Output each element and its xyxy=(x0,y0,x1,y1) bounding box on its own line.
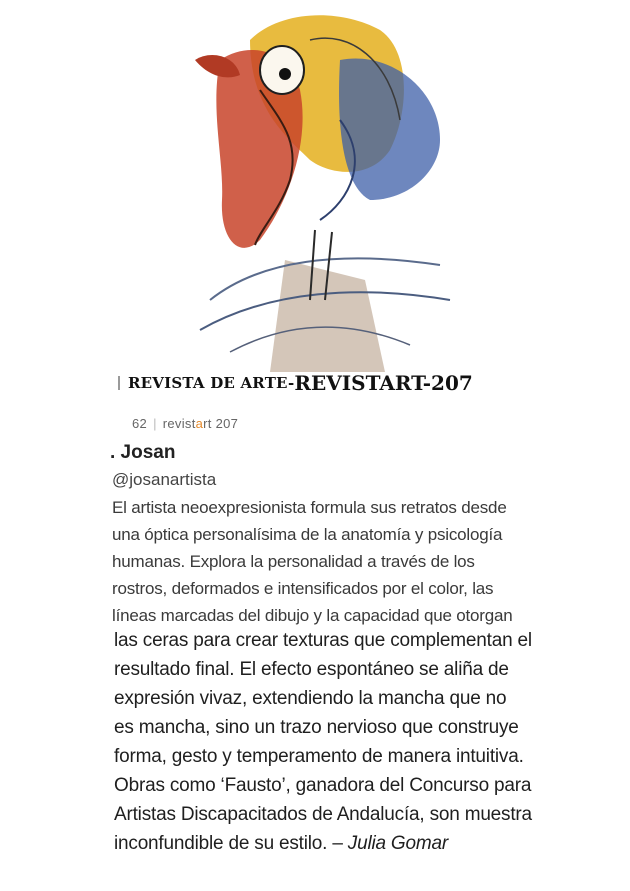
text-line: resultado final. El efecto espontáneo se aliña de xyxy=(114,659,509,680)
text-line: forma, gesto y temperamento de manera intuitiva. xyxy=(114,746,524,767)
text-line: rostros, deformados e intensificados por el color, las xyxy=(112,579,494,598)
portrait-illustration xyxy=(110,0,500,372)
caption-divider xyxy=(118,376,120,390)
magazine-brand: revistart 207 xyxy=(162,416,239,431)
text-line: El artista neoexpresionista formula sus retratos desde xyxy=(112,498,507,517)
page-number: 62 xyxy=(132,416,148,431)
text-line: líneas marcadas del dibujo y la capacidad que otorgan xyxy=(112,606,513,625)
text-line: una óptica personalísima de la anatomía y psicología xyxy=(112,525,503,544)
article-author: Julia Gomar xyxy=(347,833,449,854)
caption-title: REVISTART-207 xyxy=(294,371,473,395)
closing-line: inconfundible de su estilo. – Julia Gomar xyxy=(114,833,449,854)
page-separator: | xyxy=(153,416,157,431)
page-header xyxy=(132,416,238,431)
text-line: Artistas Discapacitados de Andalucía, son muestra xyxy=(114,804,532,825)
article-text-top xyxy=(112,494,532,629)
article-text-bottom xyxy=(114,626,554,858)
portrait-artwork xyxy=(110,0,500,372)
artist-name: . Josan xyxy=(110,442,176,463)
text-line: es mancha, sino un trazo nervioso que construye xyxy=(114,717,519,738)
text-line: las ceras para crear texturas que complementan el xyxy=(114,630,532,651)
artist-handle: @josanartista xyxy=(112,470,217,489)
text-line: Obras como ‘Fausto’, ganadora del Concurso para xyxy=(114,775,532,796)
magazine-caption xyxy=(118,368,518,398)
text-line: humanas. Explora la personalidad a través de los xyxy=(112,552,475,571)
caption-prefix: REVISTA DE ARTE- xyxy=(128,374,295,392)
text-line: expresión vivaz, extendiendo la mancha que no xyxy=(114,688,507,709)
